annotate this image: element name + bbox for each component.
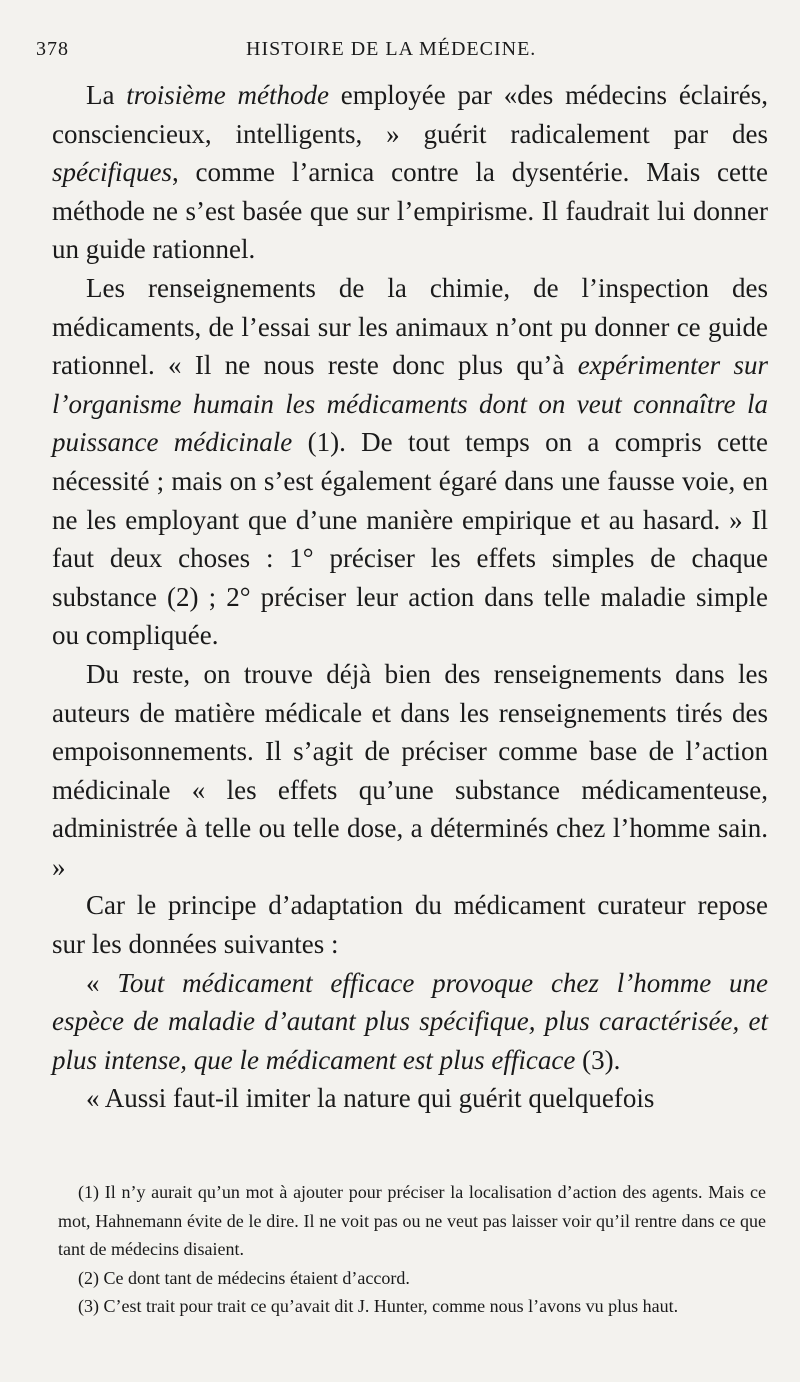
paragraph bbox=[52, 1079, 768, 1118]
italic-text: spécifiques bbox=[52, 157, 172, 188]
text-run: La bbox=[86, 80, 127, 110]
paragraph bbox=[52, 655, 768, 887]
paragraph bbox=[52, 886, 768, 963]
text-run: (1). De tout temps on a compris cette nécessité ; mais on s’est également égaré dans une fausse voie, en ne les employant que d’une manière empirique et au hasard. » Il faut deux choses : 1° préciser les effets simples de chaque substance (2) ; 2° préciser leur action dans telle maladie simple ou compliquée. bbox=[52, 427, 768, 651]
text-run: Les renseignements de la chimie, de l’inspection des médicaments, de l’essai sur les animaux n’ont pu donner ce guide rationnel. « Il ne nous reste donc plus qu’à bbox=[52, 272, 768, 381]
footnote-1: (1) Il n’y aurait qu’un mot à ajouter pour préciser la localisation d’action des agents. Mais ce mot, Hahnemann évite de le dire. Il ne voit pas ou ne veut pas laisser voir qu’il rentre dans ce que tant de médecins disaient. bbox=[58, 1182, 766, 1260]
body-text bbox=[52, 76, 768, 1118]
text-run: (3). bbox=[575, 1044, 621, 1075]
paragraph bbox=[52, 269, 768, 655]
running-title: HISTOIRE DE LA MÉDECINE. bbox=[246, 38, 537, 60]
text-run: Du reste, on trouve déjà bien des renseignements dans les auteurs de matière médicale et dans les renseignements tirés des empoisonnements. Il s’agit de préciser comme base de l’action médicinale « les effets qu’une substance médicamenteuse, administrée à telle ou telle dose, a déterminés chez l’homme sain. » bbox=[52, 658, 768, 882]
footnotes bbox=[58, 1178, 766, 1321]
page-number: 378 bbox=[36, 38, 69, 60]
italic-text: Tout médicament efficace provoque chez l’homme une espèce de maladie d’autant plus spécifique, plus caractérisée, et plus intense, que le médicament est plus efficace bbox=[52, 967, 768, 1075]
paragraph bbox=[52, 964, 768, 1080]
text-run: Car le principe d’adaptation du médicament curateur repose sur les données suivantes : bbox=[52, 890, 768, 960]
text-run: « bbox=[86, 967, 118, 998]
footnote-3: (3) C’est trait pour trait ce qu’avait dit J. Hunter, comme nous l’avons vu plus haut. bbox=[78, 1296, 679, 1317]
paragraph bbox=[52, 76, 768, 269]
italic-text: expérimenter sur l’organisme humain les médicaments dont on veut connaître la puissance médicinale bbox=[52, 350, 768, 458]
italic-text: troisième méthode bbox=[126, 80, 330, 110]
text-run: employée par «des médecins éclairés, consciencieux, intelligents, » guérit radicalement par des bbox=[52, 80, 769, 149]
text-run: , comme l’arnica contre la dysentérie. Mais cette méthode ne s’est basée que sur l’empirisme. Il faudrait lui donner un guide rationnel. bbox=[52, 157, 768, 265]
page-header bbox=[36, 38, 766, 72]
text-run: « Aussi faut-il imiter la nature qui guérit quelquefois bbox=[86, 1083, 655, 1114]
footnote-2: (2) Ce dont tant de médecins étaient d’accord. bbox=[78, 1267, 410, 1288]
